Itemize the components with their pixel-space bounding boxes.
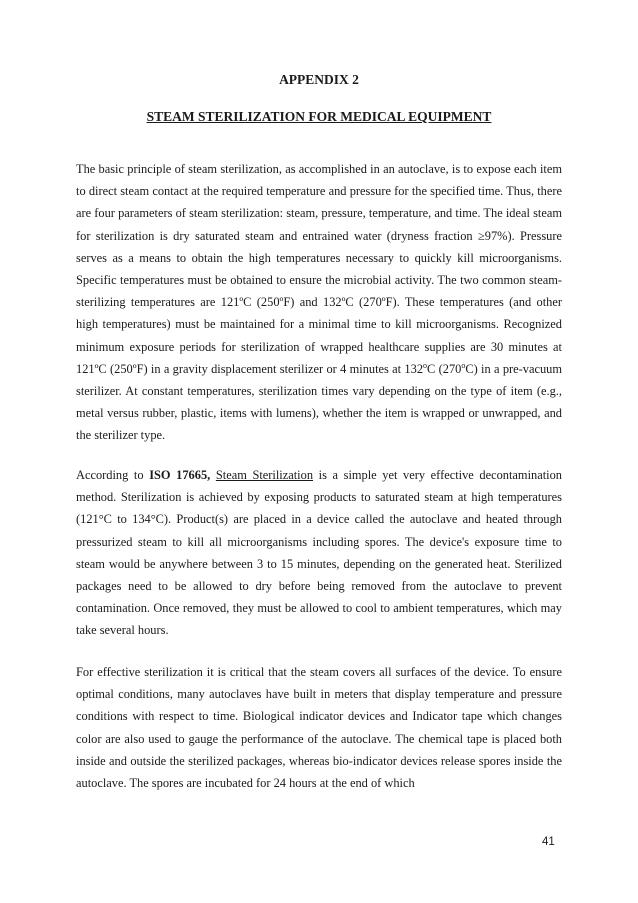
page-number: 41 [542, 836, 555, 848]
paragraph-text: is a simple yet very effective decontamination method. Sterilization is achieved by exposing products to saturated steam at high temperatures (121°C to 134°C). Product(s) are placed in a device called the autoclave and heated through pressurized steam to kill all microorganisms including spores. The device's exposure time to steam would be anywhere between 3 to 15 minutes, depending on the generated heat. Sterilized packages need to be allowed to dry before being removed from the autoclave to prevent contamination. Once removed, they must be allowed to cool to ambient temperatures, which may take several hours. [76, 468, 562, 638]
degree-superscript: o [423, 360, 428, 370]
standard-reference: ISO 17665, [149, 468, 211, 482]
paragraph-text: The basic principle of steam sterilization, as accomplished in an autoclave, is to expose each item to direct steam contact at the required temperature and pressure for the specified time. Thus, there are four parameters of steam sterilization: steam, pressure, temperature, and time. The ideal steam for sterilization is dry saturated steam and entrained water (dryness fraction ≥97%). Pressure serves as a means to obtain the high temperatures necessary to quickly kill microorganisms. Specific temperatures must be obtained to ensure the microbial activity. The two common steam-sterilizing temperatures are 121ºC (250ºF) and 132ºC (270ºF). These temperatures (and other high temperatures) must be maintained for a minimal time to kill microorganisms. Recognized minimum exposure periods for sterilization of wrapped healthcare supplies are 30 minutes at 121ºC (250ºF) in a gravity displacement sterilizer or 4 minutes at 132 [76, 162, 562, 376]
appendix-heading: APPENDIX 2 [279, 72, 359, 87]
paragraph-text: According to [76, 468, 150, 482]
paragraph-text: C (270 [427, 361, 462, 376]
degree-superscript: o [461, 360, 466, 370]
document-title: STEAM STERILIZATION FOR MEDICAL EQUIPMENT [146, 109, 492, 124]
term-steam-sterilization: Steam Sterilization [215, 468, 314, 482]
paragraph-effective-sterilization: For effective sterilization it is critical that the steam covers all surfaces of the device. To ensure optimal conditions, many autoclaves have built in meters that display temperature and pressure conditions with respect to time. Biological indicator devices and Indicator tape which changes color are also used to gauge the performance of the autoclave. The chemical tape is placed both inside and outside the sterilized packages, whereas bio-indicator devices release spores inside the autoclave. The spores are incubated for 24 hours at the end of which [76, 665, 562, 791]
paragraph-text: C) in a pre-vacuum sterilizer. At constant temperatures, sterilization times vary depending on the type of item (e.g., metal versus rubber, plastic, items with lumens), whether the item is wrapped or unwrapped, and the sterilizer type. [76, 361, 563, 443]
paragraph-iso-17665 [76, 464, 562, 642]
paragraph-steam-principle [76, 158, 562, 447]
